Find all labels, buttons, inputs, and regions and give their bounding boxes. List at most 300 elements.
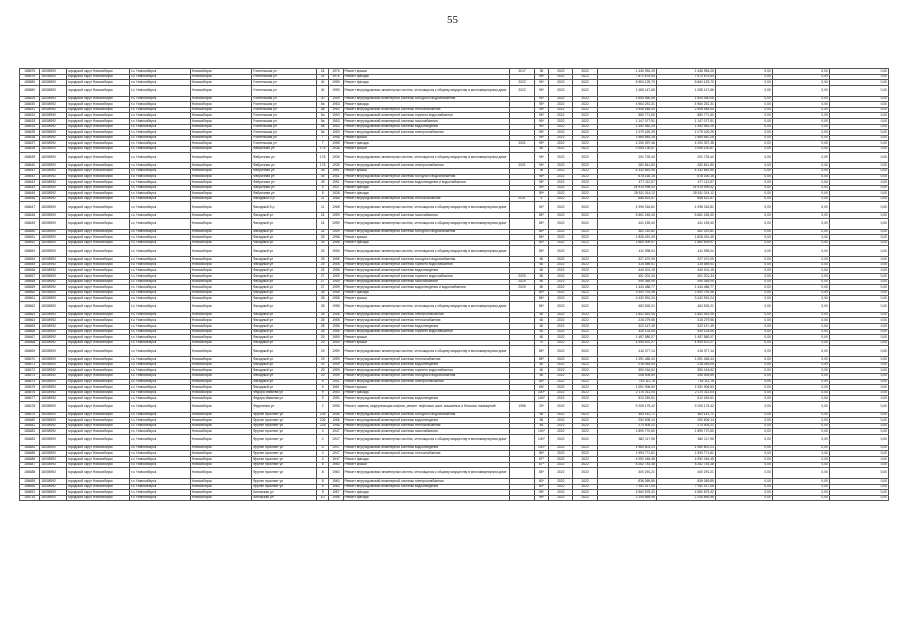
- table-cell: 7 672 675,44: [597, 74, 656, 80]
- table-cell: 2022: [549, 102, 573, 108]
- table-cell: городской округ Новосибирск: [66, 484, 129, 490]
- table-cell: 1 091 465,44: [656, 357, 715, 363]
- table-cell: 0,00: [715, 152, 772, 163]
- table-cell: 9: [317, 390, 329, 396]
- table-cell: 512 249,51: [597, 396, 656, 402]
- table-cell: 0,00: [772, 290, 829, 296]
- table-cell: 2 908 548,00: [656, 107, 715, 113]
- table-cell: 2022: [573, 312, 597, 318]
- table-cell: городской округ Новосибирск: [66, 85, 129, 96]
- table-cell: Новосибирск: [190, 191, 251, 197]
- table-cell: г.о. Новосибирск: [129, 118, 190, 124]
- table-cell: 0,00: [715, 401, 772, 412]
- table-cell: Ремонт внутридомовой инженерной системы холодного водоснабжения: [343, 229, 510, 235]
- table-cell: 2022: [573, 462, 597, 468]
- table-cell: 24: [317, 218, 329, 229]
- table-cell: 18008992: [40, 235, 66, 241]
- table-cell: Ремонт фасада: [343, 102, 510, 108]
- table-cell: 2022: [549, 229, 573, 235]
- table-cell: Ремонт внутридомовых инженерных систем, относящихся к общему имуществу в многоквартирном доме: [343, 346, 510, 357]
- table-cell: Новосибирск: [190, 102, 251, 108]
- table-cell: Новосибирск: [190, 185, 251, 191]
- table-cell: 678 160,15: [597, 174, 656, 180]
- table-cell: 2 205 865,96: [656, 495, 715, 501]
- table-cell: 18008992: [40, 329, 66, 335]
- table-cell: 186646: [20, 196, 40, 202]
- table-cell: 880 771,60: [597, 113, 656, 119]
- table-cell: 18008992: [40, 396, 66, 402]
- table-cell: городской округ Новосибирск: [66, 329, 129, 335]
- table-cell: 3 432 991,24: [656, 296, 715, 302]
- table-cell: Ремонт внутридомовой инженерной системы газоснабжения: [343, 279, 510, 285]
- table-cell: 0,00: [829, 107, 888, 113]
- table-cell: 28: [317, 312, 329, 318]
- table-cell: Ремонт фасада: [343, 185, 510, 191]
- table-cell: 0,00: [772, 335, 829, 341]
- table-cell: 95*: [534, 180, 548, 186]
- table-cell: 60: [534, 268, 548, 274]
- table-cell: 0,00: [829, 113, 888, 119]
- table-cell: 2022: [510, 85, 534, 96]
- table-cell: Учительская ул: [251, 102, 316, 108]
- table-cell: 6: [317, 379, 329, 385]
- table-row: [20, 202, 889, 213]
- table-cell: Новосибирск: [190, 202, 251, 213]
- table-cell: 400 291,21: [656, 468, 715, 479]
- table-cell: 18008992: [40, 290, 66, 296]
- table-cell: 274 904,21: [656, 423, 715, 429]
- table-cell: 2022: [573, 85, 597, 96]
- table-cell: Фрунзе проспект ул: [251, 468, 316, 479]
- table-cell: 0,00: [772, 390, 829, 396]
- table-cell: 0,00: [715, 113, 772, 119]
- table-cell: 401 201,34: [656, 274, 715, 280]
- table-cell: Ремонт внутридомовой инженерной системы горячего водоснабжения: [343, 274, 510, 280]
- table-cell: 60: [534, 329, 548, 335]
- table-cell: Ремонт фасада: [343, 74, 510, 80]
- table-cell: 18008992: [40, 390, 66, 396]
- table-cell: 176: [317, 152, 329, 163]
- table-cell: городской округ Новосибирск: [66, 495, 129, 501]
- table-cell: Новосибирск: [190, 451, 251, 457]
- table-cell: Ремонт внутридомовой инженерной системы водоотведения: [343, 323, 510, 329]
- table-cell: 2022: [549, 174, 573, 180]
- table-cell: 0,00: [772, 96, 829, 102]
- table-cell: 1 993 771,61: [597, 451, 656, 457]
- table-cell: 0,00: [829, 118, 888, 124]
- table-cell: 186876: [20, 74, 40, 80]
- table-cell: 2022: [573, 329, 597, 335]
- table-cell: 4 332 661,95: [656, 168, 715, 174]
- table-cell: 0,00: [715, 163, 772, 169]
- table-cell: 0,00: [715, 196, 772, 202]
- table-cell: Фабричная ул: [251, 152, 316, 163]
- table-cell: 208 905,59: [656, 373, 715, 379]
- table-cell: 1947: [329, 435, 343, 446]
- table-cell: Ремонт внутридомовой инженерной системы теплоснабжения: [343, 451, 510, 457]
- table-cell: Новосибирск: [190, 379, 251, 385]
- table-cell: Учительская ул: [251, 74, 316, 80]
- table-cell: 2 054 130,87: [656, 146, 715, 152]
- table-cell: [510, 202, 534, 213]
- table-cell: 0,00: [715, 329, 772, 335]
- table-cell: 186678: [20, 401, 40, 412]
- table-cell: 1 993 771,61: [656, 451, 715, 457]
- table-cell: 186674: [20, 379, 40, 385]
- table-cell: 401 201,34: [597, 274, 656, 280]
- table-cell: 2022: [549, 312, 573, 318]
- table-cell: 2022: [549, 429, 573, 435]
- table-cell: 1956: [329, 235, 343, 241]
- table-cell: 29: [317, 346, 329, 357]
- table-cell: городской округ Новосибирск: [66, 135, 129, 141]
- table-cell: 226: [317, 412, 329, 418]
- table-cell: 80*: [534, 479, 548, 485]
- table-cell: 186679: [20, 412, 40, 418]
- table-cell: 9: [317, 490, 329, 496]
- table-cell: городской округ Новосибирск: [66, 373, 129, 379]
- table-cell: Ремонт внутридомовой инженерной системы газоснабжения: [343, 213, 510, 219]
- table-cell: 0,00: [715, 168, 772, 174]
- table-cell: Фасадный ул: [251, 335, 316, 341]
- table-cell: Новосибирск: [190, 301, 251, 312]
- table-cell: 1959: [329, 285, 343, 291]
- table-cell: 0,00: [715, 69, 772, 75]
- table-row: [20, 85, 889, 96]
- table-cell: 2022: [549, 191, 573, 197]
- table-cell: городской округ Новосибирск: [66, 268, 129, 274]
- table-cell: 2022: [573, 96, 597, 102]
- table-cell: 0,00: [829, 240, 888, 246]
- table-cell: Новосибирск: [190, 235, 251, 241]
- table-cell: 1 446 954,25: [597, 69, 656, 75]
- table-cell: 1 604 460,06: [597, 96, 656, 102]
- table-cell: 18008992: [40, 257, 66, 263]
- table-cell: г.о. Новосибирск: [129, 490, 190, 496]
- table-cell: Фрунзе проспект ул: [251, 423, 316, 429]
- table-cell: 2022: [549, 340, 573, 346]
- table-cell: городской округ Новосибирск: [66, 479, 129, 485]
- table-cell: 0,00: [715, 235, 772, 241]
- table-cell: Фасадный ул: [251, 213, 316, 219]
- table-cell: 0,00: [772, 429, 829, 435]
- table-cell: 1953: [329, 107, 343, 113]
- table-cell: 1 079 420,29: [597, 130, 656, 136]
- table-cell: 186667: [20, 335, 40, 341]
- table-cell: 80: [534, 285, 548, 291]
- table-cell: 186690: [20, 484, 40, 490]
- table-cell: Ремонт внутридомовых инженерных систем, относящихся к общему имуществу в многоквартирном доме: [343, 218, 510, 229]
- table-cell: Новосибирск: [190, 318, 251, 324]
- table-cell: 2022: [549, 202, 573, 213]
- table-cell: Ремонт фасада: [343, 390, 510, 396]
- table-cell: 0,00: [772, 279, 829, 285]
- table-cell: 411 998,04: [656, 246, 715, 257]
- table-cell: городской округ Новосибирск: [66, 229, 129, 235]
- table-cell: Фабричная ул: [251, 180, 316, 186]
- table-cell: 95*: [534, 135, 548, 141]
- table-cell: 4 396 316,81: [656, 202, 715, 213]
- table-cell: 95*: [534, 107, 548, 113]
- table-cell: Ремонт внутридомовой инженерной системы газоснабжения: [343, 429, 510, 435]
- table-cell: 0,00: [715, 323, 772, 329]
- table-cell: 1936: [329, 163, 343, 169]
- table-cell: 18008992: [40, 102, 66, 108]
- table-cell: 0,00: [715, 85, 772, 96]
- table-cell: 25: [317, 268, 329, 274]
- table-cell: г.о. Новосибирск: [129, 385, 190, 391]
- table-cell: 2022: [573, 373, 597, 379]
- table-cell: 2022: [549, 357, 573, 363]
- table-cell: городской округ Новосибирск: [66, 130, 129, 136]
- table-cell: г.о. Новосибирск: [129, 340, 190, 346]
- table-cell: 186635: [20, 130, 40, 136]
- table-cell: 2022: [549, 69, 573, 75]
- table-cell: Фасадный ул: [251, 301, 316, 312]
- table-cell: 2 170 311,04: [656, 390, 715, 396]
- table-cell: 0,00: [829, 102, 888, 108]
- table-cell: 2022: [573, 69, 597, 75]
- table-cell: 1936: [329, 191, 343, 197]
- table-cell: 582 117,96: [656, 435, 715, 446]
- table-cell: 2022: [549, 462, 573, 468]
- table-cell: 11: [317, 196, 329, 202]
- table-cell: 2022: [549, 296, 573, 302]
- table-cell: 1960: [329, 479, 343, 485]
- table-cell: Фасадный ул: [251, 274, 316, 280]
- table-cell: 743 111,76: [656, 379, 715, 385]
- table-cell: 1958: [329, 312, 343, 318]
- table-cell: 186659: [20, 285, 40, 291]
- table-cell: 80: [534, 335, 548, 341]
- table-cell: 18008992: [40, 85, 66, 96]
- table-cell: 186686: [20, 457, 40, 463]
- table-cell: 18008992: [40, 96, 66, 102]
- table-cell: 2022: [573, 107, 597, 113]
- table-cell: 0,00: [829, 85, 888, 96]
- table-cell: 95*: [534, 141, 548, 147]
- table-cell: 4 964 251,31: [597, 102, 656, 108]
- table-cell: 40: [317, 96, 329, 102]
- table-cell: 2022: [573, 152, 597, 163]
- table-cell: 28: [317, 329, 329, 335]
- table-cell: 2022: [573, 174, 597, 180]
- table-cell: 176: [317, 163, 329, 169]
- table-cell: 0,00: [772, 312, 829, 318]
- table-cell: г.о. Новосибирск: [129, 135, 190, 141]
- table-cell: 1 960 801,23: [597, 445, 656, 451]
- table-cell: Ремонт крыши: [343, 296, 510, 302]
- table-cell: Ремонт внутридомовой инженерной системы водоотведения: [343, 418, 510, 424]
- table-row: [20, 301, 889, 312]
- table-cell: 1960: [329, 462, 343, 468]
- table-cell: 0,00: [772, 141, 829, 147]
- table-cell: Новосибирск: [190, 80, 251, 86]
- table-cell: 2021: [510, 196, 534, 202]
- table-cell: Фабричная ул: [251, 146, 316, 152]
- table-cell: 0,00: [715, 290, 772, 296]
- table-cell: Новосибирск: [190, 340, 251, 346]
- table-cell: 186656: [20, 268, 40, 274]
- table-cell: Фасадный ул: [251, 340, 316, 346]
- table-cell: Фасадный ул: [251, 379, 316, 385]
- table-cell: Фасадный ул: [251, 268, 316, 274]
- table-cell: 2022: [573, 368, 597, 374]
- table-cell: 1956: [329, 412, 343, 418]
- table-cell: 28 511 014,12: [656, 191, 715, 197]
- table-cell: 5 661 245,40: [656, 213, 715, 219]
- table-cell: 1959: [329, 373, 343, 379]
- table-cell: 0,00: [715, 279, 772, 285]
- table-cell: 0,00: [715, 274, 772, 280]
- table-cell: 0,00: [715, 451, 772, 457]
- table-cell: 95: [534, 168, 548, 174]
- table-cell: 186654: [20, 257, 40, 263]
- table-cell: 18008992: [40, 268, 66, 274]
- table-cell: 1959: [329, 346, 343, 357]
- table-cell: 0,00: [715, 202, 772, 213]
- table-cell: г.о. Новосибирск: [129, 435, 190, 446]
- table-cell: 1960: [329, 468, 343, 479]
- table-cell: 2022: [573, 279, 597, 285]
- table-cell: Новосибирск: [190, 218, 251, 229]
- table-cell: 0,00: [829, 141, 888, 147]
- table-cell: 186688: [20, 468, 40, 479]
- table-cell: Ремонт крыши: [343, 135, 510, 141]
- table-cell: 0,00: [715, 180, 772, 186]
- table-cell: 25: [317, 246, 329, 257]
- table-cell: Ремонт внутридомовой инженерной системы горячего водоснабжения: [343, 329, 510, 335]
- table-cell: 60: [534, 362, 548, 368]
- table-cell: 2022: [573, 435, 597, 446]
- table-cell: 0,00: [829, 379, 888, 385]
- table-cell: Ремонт внутридомовой инженерной системы водоотведения: [343, 484, 510, 490]
- table-cell: 27: [317, 279, 329, 285]
- table-cell: 2022: [573, 196, 597, 202]
- table-cell: городской округ Новосибирск: [66, 362, 129, 368]
- table-cell: 186661: [20, 296, 40, 302]
- table-cell: г.о. Новосибирск: [129, 262, 190, 268]
- table-cell: 0,00: [829, 191, 888, 197]
- table-cell: 4: [317, 457, 329, 463]
- table-cell: городской округ Новосибирск: [66, 346, 129, 357]
- table-cell: 8: [317, 462, 329, 468]
- table-cell: Новосибирск: [190, 368, 251, 374]
- table-cell: 0,00: [715, 429, 772, 435]
- table-cell: 2022: [549, 213, 573, 219]
- table-cell: 25: [317, 262, 329, 268]
- table-cell: 416 377,14: [656, 346, 715, 357]
- table-cell: 2022: [573, 285, 597, 291]
- table-cell: 60: [534, 368, 548, 374]
- table-cell: 2: [317, 401, 329, 412]
- table-cell: 1958: [329, 323, 343, 329]
- table-cell: городской округ Новосибирск: [66, 279, 129, 285]
- table-cell: 18008992: [40, 285, 66, 291]
- table-cell: 0,00: [829, 202, 888, 213]
- table-cell: 186672: [20, 368, 40, 374]
- table-cell: Ремонт внутридомовой инженерной системы горячего водоснабжения: [343, 262, 510, 268]
- table-cell: городской округ Новосибирск: [66, 185, 129, 191]
- table-cell: г.о. Новосибирск: [129, 335, 190, 341]
- table-cell: 1 841 461,45: [597, 312, 656, 318]
- table-cell: Новосибирск: [190, 362, 251, 368]
- table-cell: Ремонт фасада: [343, 495, 510, 501]
- table-cell: 2022: [549, 235, 573, 241]
- table-cell: Ремонт фасада: [343, 141, 510, 147]
- table-cell: 2022: [549, 318, 573, 324]
- table-cell: 18008992: [40, 229, 66, 235]
- table-cell: 2022: [573, 213, 597, 219]
- table-cell: 2022: [573, 168, 597, 174]
- table-cell: 2022: [573, 229, 597, 235]
- table-cell: 186638: [20, 146, 40, 152]
- table-cell: 2022: [549, 329, 573, 335]
- table-cell: 0,00: [772, 368, 829, 374]
- table-cell: 2022: [549, 146, 573, 152]
- table-cell: 291 725,40: [597, 152, 656, 163]
- table-cell: [510, 435, 534, 446]
- table-cell: 1 492 962,25: [656, 124, 715, 130]
- table-cell: Фабричная ул: [251, 174, 316, 180]
- table-cell: [510, 246, 534, 257]
- table-cell: 0,00: [772, 435, 829, 446]
- table-cell: 10: [317, 495, 329, 501]
- table-cell: 1960: [329, 484, 343, 490]
- table-cell: 18008992: [40, 340, 66, 346]
- table-cell: 186670: [20, 357, 40, 363]
- table-cell: Фасадный ул: [251, 246, 316, 257]
- table-cell: 95*: [534, 152, 548, 163]
- table-cell: 18008992: [40, 135, 66, 141]
- table-cell: 0,00: [829, 152, 888, 163]
- table-cell: 186683: [20, 435, 40, 446]
- table-cell: 0,00: [715, 362, 772, 368]
- table-cell: 28: [317, 301, 329, 312]
- table-cell: 80: [534, 279, 548, 285]
- table-cell: 18008992: [40, 196, 66, 202]
- table-cell: 186648: [20, 213, 40, 219]
- table-cell: 1 091 465,44: [597, 357, 656, 363]
- table-cell: 24 914 999,42: [656, 185, 715, 191]
- table-cell: Новосибирск: [190, 74, 251, 80]
- table-cell: 7 672 675,44: [656, 74, 715, 80]
- table-cell: 70: [534, 340, 548, 346]
- table-cell: 95*: [534, 130, 548, 136]
- table-cell: 218 045,05: [597, 362, 656, 368]
- table-cell: Новосибирск: [190, 124, 251, 130]
- table-cell: г.о. Новосибирск: [129, 412, 190, 418]
- table-cell: Учительская ул: [251, 85, 316, 96]
- table-cell: 2022: [573, 495, 597, 501]
- table-cell: 1959: [329, 340, 343, 346]
- table-cell: 2022: [573, 257, 597, 263]
- table-cell: 490 369,09: [597, 279, 656, 285]
- table-cell: г.о. Новосибирск: [129, 368, 190, 374]
- table-cell: 186642: [20, 174, 40, 180]
- table-cell: Фасадный ул: [251, 290, 316, 296]
- table-cell: 0,00: [772, 329, 829, 335]
- table-cell: 227 470,09: [656, 257, 715, 263]
- table-cell: 0,00: [772, 246, 829, 257]
- table-cell: 2022: [549, 257, 573, 263]
- table-cell: Новосибирск: [190, 96, 251, 102]
- table-cell: 0,00: [829, 274, 888, 280]
- table-cell: 2022: [573, 323, 597, 329]
- table-cell: г.о. Новосибирск: [129, 246, 190, 257]
- table-cell: г.о. Новосибирск: [129, 429, 190, 435]
- table-cell: 52*: [534, 202, 548, 213]
